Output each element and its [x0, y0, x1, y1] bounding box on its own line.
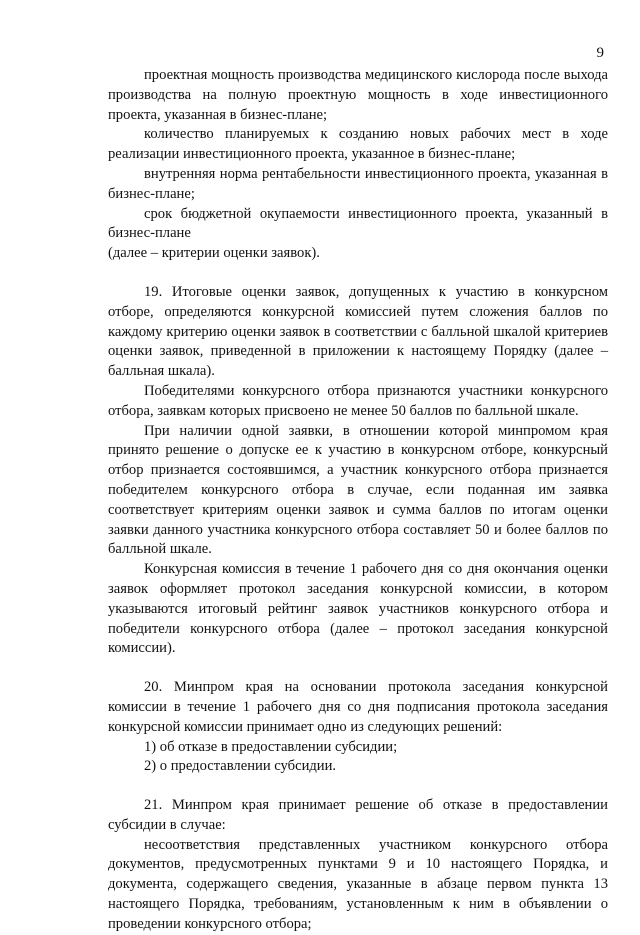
criterion-oxygen-capacity: проектная мощность производства медицинского кислорода после выхода производства на полную проектную мощность в ходе инвестиционного проекта, указанная в бизнес-плане; [108, 67, 608, 123]
clause-21-reason-1: несоответствия представленных участником конкурсного отбора документов, предусмотренных пунктами 9 и 10 настоящего Порядка, и документа, содержащего сведения, указанные в абзаце первом пункта 13 настоящего Порядка, требованиям, установленным к ним в объявлении о проведении конкурсного отбора; [108, 836, 608, 932]
clause-20-option-1: 1) об отказе в предоставлении субсидии; [144, 738, 398, 755]
criteria-definition: (далее – критерии оценки заявок). [108, 245, 320, 262]
criterion-new-jobs: количество планируемых к созданию новых рабочих мест в ходе реализации инвестиционного проекта, указанное в бизнес-плане; [108, 126, 608, 163]
criterion-payback: срок бюджетной окупаемости инвестиционного проекта, указанный в бизнес-плане [108, 205, 608, 242]
clause-21: 21. Минпром края принимает решение об отказе в предоставлении субсидии в случае: [108, 797, 608, 833]
criterion-irr: внутренняя норма рентабельности инвестиционного проекта, указанная в бизнес-плане; [108, 165, 608, 202]
clause-20-option-2: 2) о предоставлении субсидии. [144, 758, 337, 775]
clause-19: 19. Итоговые оценки заявок, допущенных к участию в конкурсном отборе, определяются конкурсной комиссией путем сложения баллов по каждому критерию оценки заявок в соответствии с балльной шкалой критериев оценки заявок, приведенной в приложении к настоящему Порядку (далее – балльная шкала). [108, 283, 608, 380]
clause-19-single-application: При наличии одной заявки, в отношении которой минпромом края принято решение о допуске ее к участию в конкурсном отборе, конкурсный отбор признается состоявшимся, а участник конкурсного отбора признается победителем конкурсного отбора в случае, если поданная им заявка соответствует критериям оценки заявок и сумма баллов по итогам оценки заявки данного участника конкурсного отбора составляет 50 и более баллов по балльной шкале. [108, 422, 608, 558]
page-number: 9 [596, 45, 604, 61]
clause-20: 20. Минпром края на основании протокола заседания конкурсной комиссии в течение 1 рабочего дня со дня подписания протокола заседания конкурсной комиссии принимает одно из следующих решений: [108, 679, 608, 735]
clause-19-winners: Победителями конкурсного отбора признаются участники конкурсного отбора, заявкам которых присвоено не менее 50 баллов по балльной шкале. [108, 382, 608, 419]
clause-19-protocol: Конкурсная комиссия в течение 1 рабочего дня со дня окончания оценки заявок оформляет протокол заседания конкурсной комиссии, в котором указываются итоговый рейтинг заявок участников конкурсного отбора и победители конкурсного отбора (далее – протокол заседания конкурсной комиссии). [108, 561, 608, 657]
document-body [108, 66, 608, 935]
